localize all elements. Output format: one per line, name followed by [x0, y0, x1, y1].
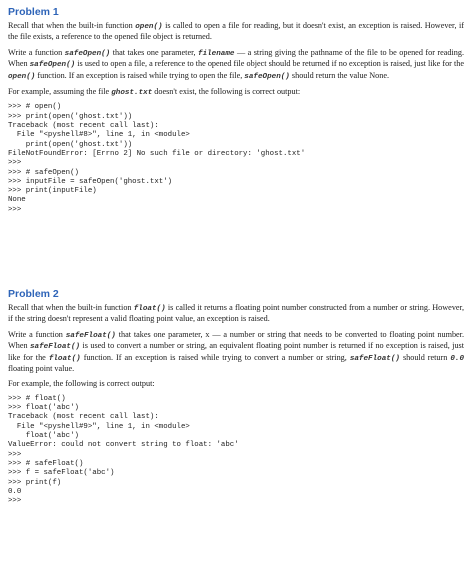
code-line: >>> — [8, 205, 22, 214]
inline-code: safeOpen() — [29, 61, 76, 70]
text-run: should return — [399, 352, 451, 362]
code-line: float('abc') — [8, 432, 79, 441]
code-line: 0.0 — [8, 487, 22, 496]
text-run: Recall that when the built-in function — [8, 303, 134, 312]
inline-code: safeOpen() — [244, 72, 290, 81]
inline-code: ghost.txt — [111, 89, 153, 98]
text-run: is used to open a file, a reference to the opened file object should be returned if no exception is raised, just like for the — [75, 59, 464, 69]
code-line: Traceback (most recent call last): — [8, 122, 159, 131]
inline-code: safeOpen() — [64, 49, 111, 58]
code-line: >>> f = safeFloat('abc') — [8, 469, 115, 478]
code-line: Traceback (most recent call last): — [8, 413, 159, 422]
problem-2-intro — [8, 303, 464, 325]
text-run: function. If an exception is raised while trying to convert a number or string, — [80, 352, 350, 362]
code-line: >>> # safeOpen() — [8, 168, 79, 177]
text-run: is used to convert a number or string, an equivalent floating point number is returned if no exception is raised, just like for the — [8, 341, 464, 362]
text-run: is called it returns a floating point number constructed from a number or string. However, if the string doesn't represent a valid floating point value, an exception is raised. — [8, 303, 464, 324]
problem-2-title: Problem 2 — [8, 288, 59, 300]
code-line: File "<pyshell#8>", line 1, in <module> — [8, 131, 190, 140]
inline-code: float() — [133, 305, 166, 313]
code-line: >>> # float() — [8, 394, 66, 403]
text-run: doesn't exist, the following is correct output: — [152, 87, 301, 97]
inline-code: float() — [48, 354, 81, 363]
text-run: Recall that when the built-in function — [8, 21, 136, 30]
inline-code: 0.0 — [450, 354, 464, 363]
code-line: >>> print(open('ghost.txt')) — [8, 112, 133, 121]
code-line: ValueError: could not convert string to float: 'abc' — [8, 441, 239, 450]
text-run: — a string giving the pathname of the file to be opened for reading. When — [8, 47, 465, 69]
text-run: is called to open a file for reading, but it doesn't exist, an exception is raised. However, if the file exists, a reference to the opened file object is returned. — [8, 21, 464, 42]
code-line: >>> # safeFloat() — [8, 459, 84, 468]
inline-code: safeFloat() — [29, 343, 81, 352]
text-run: should return the value None. — [289, 70, 390, 80]
problem-1-code-block — [8, 103, 464, 215]
code-line: >>> — [8, 159, 22, 168]
text-run: For example, the following is correct output: — [8, 379, 155, 389]
problem-2-task — [8, 330, 464, 375]
code-line: >>> — [8, 450, 22, 459]
inline-code: open() — [135, 23, 163, 31]
code-line: >>> — [8, 497, 22, 506]
text-run: Write a function — [8, 47, 65, 57]
text-run: floating point value. — [8, 364, 75, 374]
code-line: File "<pyshell#9>", line 1, in <module> — [8, 422, 190, 431]
problem-1 — [8, 6, 464, 215]
text-run: that takes one parameter, — [110, 47, 199, 57]
code-line: >>> print(f) — [8, 478, 62, 487]
text-run: that takes one parameter, x — a number or string that needs to be converted to floating point number. When — [8, 329, 465, 351]
inline-code: safeFloat() — [349, 354, 400, 363]
inline-code: open() — [8, 72, 36, 81]
code-line: >>> float('abc') — [8, 404, 79, 413]
code-line: >>> inputFile = safeOpen('ghost.txt') — [8, 177, 173, 186]
inline-code: filename — [198, 49, 235, 58]
code-line: None — [8, 196, 26, 205]
code-line: print(open('ghost.txt')) — [8, 140, 133, 149]
problem-2-example-intro — [8, 379, 464, 389]
inline-code: safeFloat() — [65, 331, 116, 340]
problem-1-example-intro — [8, 87, 464, 98]
problem-1-title: Problem 1 — [8, 6, 59, 18]
problem-2-code-block — [8, 395, 464, 507]
code-line: FileNotFoundError: [Errno 2] No such file or directory: 'ghost.txt' — [8, 149, 306, 158]
problem-1-task — [8, 48, 464, 82]
text-run: Write a function — [8, 329, 66, 339]
text-run: function. If an exception is raised while trying to open the file, — [35, 70, 245, 80]
problem-1-intro — [8, 21, 464, 43]
code-line: >>> print(inputFile) — [8, 187, 97, 196]
problem-2 — [8, 288, 464, 512]
code-line: >>> # open() — [8, 103, 62, 112]
text-run: For example, assuming the file — [8, 87, 112, 97]
